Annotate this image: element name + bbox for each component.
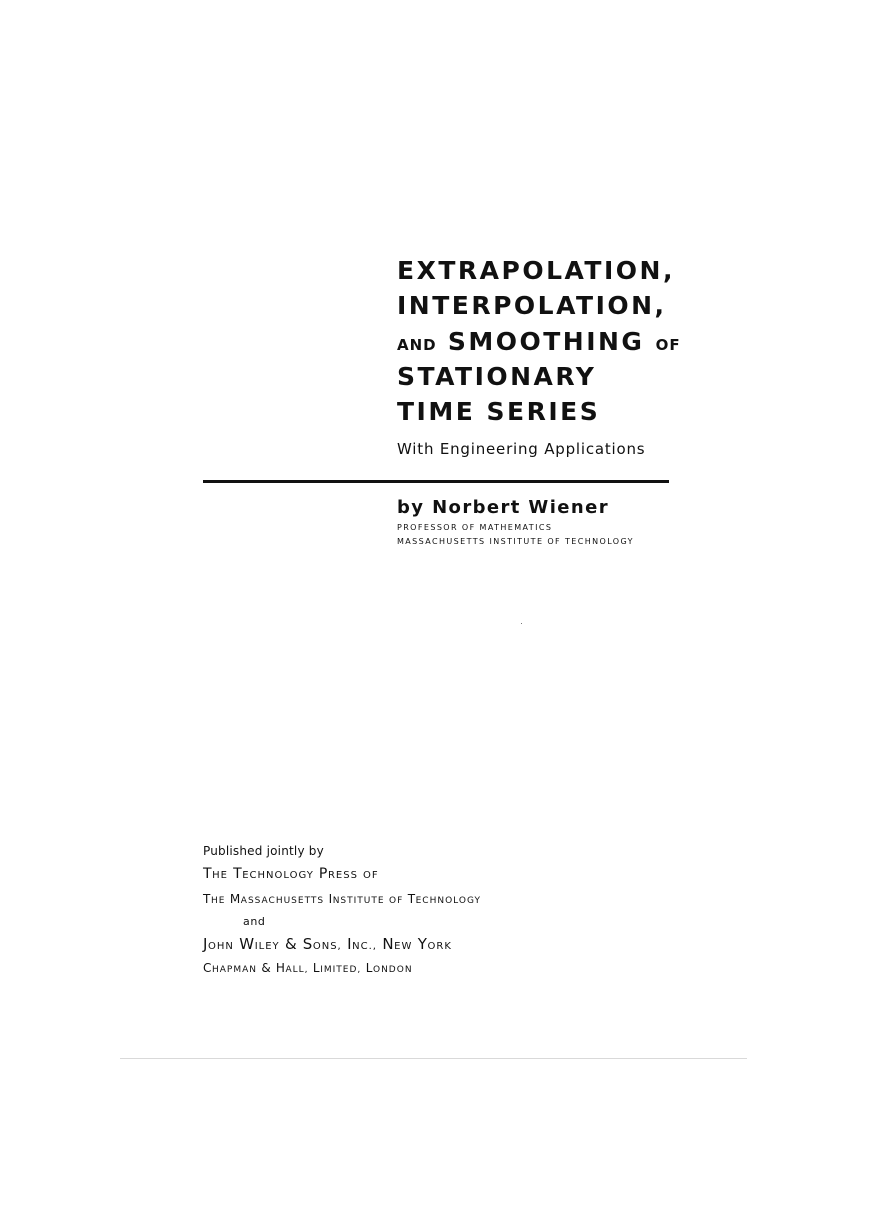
title-of: OF: [655, 336, 681, 354]
page-bottom-line: [120, 1058, 747, 1059]
author-title: PROFESSOR OF MATHEMATICS: [397, 523, 553, 532]
publisher-mit: THE MASSACHUSETTS INSTITUTE OF TECHNOLOGY: [203, 892, 481, 906]
title-line-1: EXTRAPOLATION,: [397, 256, 675, 285]
title-line-5: TIME SERIES: [397, 397, 601, 426]
publisher-wiley: JOHN WILEY & SONS, INC., NEW YORK: [203, 935, 452, 953]
title-and: AND: [397, 336, 437, 354]
subtitle: With Engineering Applications: [397, 440, 646, 458]
publisher-and: and: [243, 915, 266, 928]
title-smoothing: SMOOTHING: [447, 327, 645, 356]
publisher-intro: Published jointly by: [203, 844, 324, 858]
publisher-chapman-hall: CHAPMAN & HALL, LIMITED, LONDON: [203, 961, 413, 975]
title-line-3: [397, 329, 681, 354]
author-institution: MASSACHUSETTS INSTITUTE OF TECHNOLOGY: [397, 537, 634, 546]
title-line-2: INTERPOLATION,: [397, 291, 667, 320]
title-line-4: STATIONARY: [397, 362, 597, 391]
publisher-technology-press: THE TECHNOLOGY PRESS OF: [203, 866, 379, 882]
print-speck: [521, 623, 522, 624]
author-name: by Norbert Wiener: [397, 497, 609, 518]
title-rule: [203, 480, 669, 483]
